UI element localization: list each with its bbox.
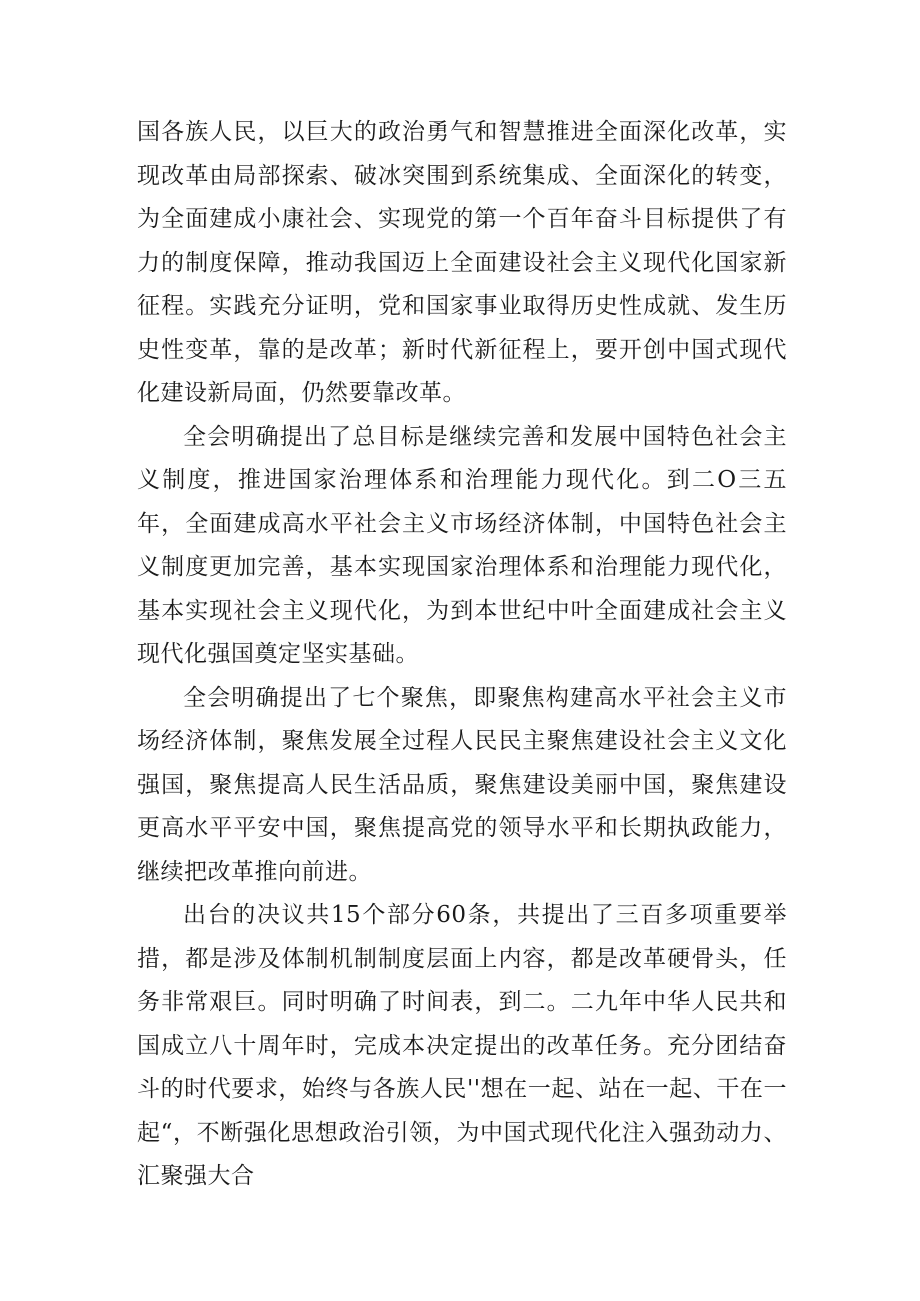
- paragraph-seven-focuses: 全会明确提出了七个聚焦，即聚焦构建高水平社会主义市场经济体制，聚焦发展全过程人民民主聚焦建设社会主义文化强国，聚焦提高人民生活品质，聚焦建设美丽中国，聚焦建设更高水平平安中国，聚焦提高党的领导水平和长期执政能力，继续把改革推向前进。: [137, 684, 787, 885]
- paragraph-resolution-measures: 出台的决议共15个部分60条，共提出了三百多项重要举措，都是涉及体制机制制度层面上内容，都是改革硬骨头，任务非常艰巨。同时明确了时间表，到二。二九年中华人民共和国成立八十周年时，完成本决定提出的改革任务。充分团结奋斗的时代要求，始终与各族人民''想在一起、站在一起、干在一起“，不断强化思想政治引领，为中国式现代化注入强劲动力、汇聚强大合: [137, 902, 787, 1189]
- paragraph-overall-goal: 全会明确提出了总目标是继续完善和发展中国特色社会主义制度，推进国家治理体系和治理能力现代化。到二O三五年，全面建成高水平社会主义市场经济体制，中国特色社会主义制度更加完善，基本实现国家治理体系和治理能力现代化，基本实现社会主义现代化，为到本世纪中叶全面建成社会主义现代化强国奠定坚实基础。: [137, 423, 787, 667]
- document-body: [137, 111, 787, 1199]
- paragraph-continuation: 国各族人民，以巨大的政治勇气和智慧推进全面深化改革，实现改革由局部探索、破冰突围到系统集成、全面深化的转变，为全面建成小康社会、实现党的第一个百年奋斗目标提供了有力的制度保障，推动我国迈上全面建设社会主义现代化国家新征程。实践充分证明，党和国家事业取得历史性成就、发生历史性变革，靠的是改革；新时代新征程上，要开创中国式现代化建设新局面，仍然要靠改革。: [137, 119, 787, 406]
